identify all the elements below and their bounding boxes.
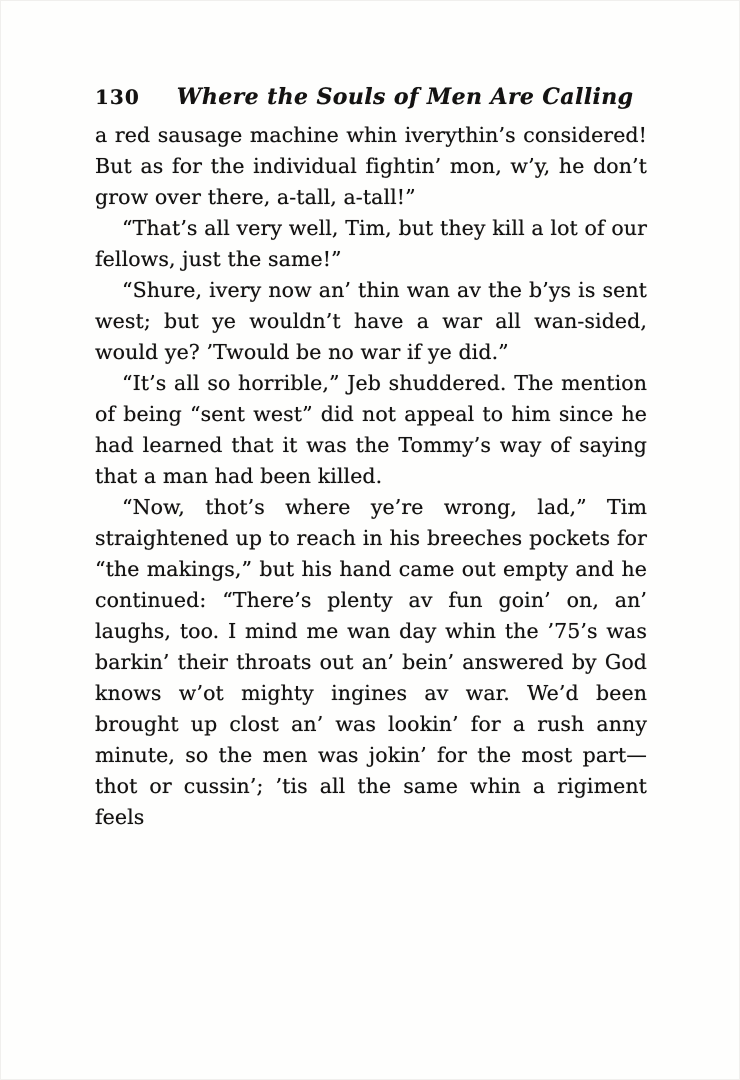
paragraph: a red sausage machine whin iverythin’s considered! But as for the individual fightin’ mon, w’y, he don’t grow over there, a-tall, a-tall!” [95,123,647,209]
body-text [95,120,647,833]
paragraph: “Shure, ivery now an’ thin wan av the b’ys is sent west; but ye wouldn’t have a war all wan-sided, would ye? ’Twould be no war if ye did.” [95,278,647,364]
paragraph: “It’s all so horrible,” Jeb shuddered. The mention of being “sent west” did not appeal to him since he had learned that it was the Tommy’s way of saying that a man had been killed. [95,371,647,488]
page-header [95,84,646,110]
paragraph: “That’s all very well, Tim, but they kill a lot of our fellows, just the same!” [95,216,647,271]
page-number: 130 [95,85,140,109]
paragraph: “Now, thot’s where ye’re wrong, lad,” Tim straightened up to reach in his breeches pockets for “the makings,” but his hand came out empty and he continued: “There’s plenty av fun goin’ on, an’ laughs, too. I mind me wan day whin the ’75’s was barkin’ their throats out an’ bein’ answered by God knows w’ot mighty ingines av war. We’d been brought up clost an’ was lookin’ for a rush anny minute, so the men was jokin’ for the most part—thot or cussin’; ’tis all the same whin a rigiment feels [95,495,647,829]
running-title: Where the Souls of Men Are Calling [176,84,634,110]
